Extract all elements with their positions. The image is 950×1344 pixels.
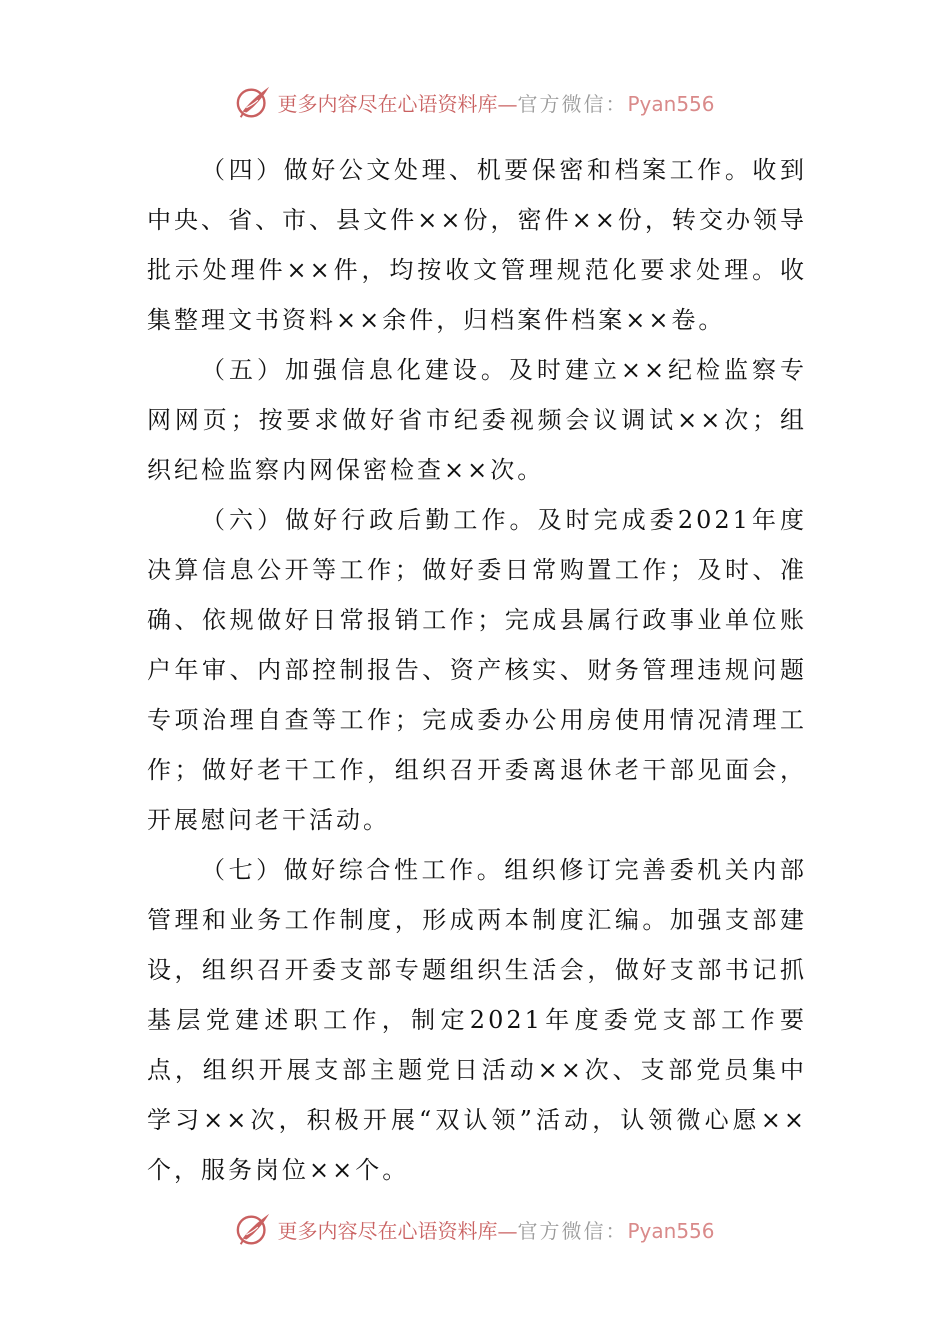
- document-body: [147, 145, 807, 1195]
- header-watermark: [0, 82, 950, 122]
- paragraph-4: （四）做好公文处理、机要保密和档案工作。收到中央、省、市、县文件××份，密件××份，转交办领导批示处理件××件，均按收文管理规范化要求处理。收集整理文书资料××余件，归档案件档案××卷。: [147, 156, 807, 334]
- watermark-official-label: 官方微信：: [517, 1218, 628, 1243]
- footer-watermark: [0, 1209, 950, 1249]
- watermark-official-label: 官方微信：: [517, 91, 628, 116]
- watermark-text: [277, 1215, 714, 1244]
- watermark-dash: —: [497, 91, 518, 116]
- watermark-wechat-id: Pyan556: [627, 91, 715, 116]
- paragraph-6: （六）做好行政后勤工作。及时完成委2021年度决算信息公开等工作；做好委日常购置工作；及时、准确、依规做好日常报销工作；完成县属行政事业单位账户年审、内部控制报告、资产核实、财务管理违规问题专项治理自查等工作；完成委办公用房使用情况清理工作；做好老干工作，组织召开委离退休老干部见面会，开展慰问老干活动。: [147, 506, 807, 834]
- paragraph-5: （五）加强信息化建设。及时建立××纪检监察专网网页；按要求做好省市纪委视频会议调试××次；组织纪检监察内网保密检查××次。: [147, 356, 807, 484]
- watermark-brand: 更多内容尽在心语资料库: [277, 91, 498, 116]
- watermark-wechat-id: Pyan556: [627, 1218, 715, 1243]
- quill-pen-logo-icon: [235, 83, 273, 121]
- watermark-dash: —: [497, 1218, 518, 1243]
- watermark-brand: 更多内容尽在心语资料库: [277, 1218, 498, 1243]
- paragraph-7: （七）做好综合性工作。组织修订完善委机关内部管理和业务工作制度，形成两本制度汇编。加强支部建设，组织召开委支部专题组织生活会，做好支部书记抓基层党建述职工作，制定2021年度委党支部工作要点，组织开展支部主题党日活动××次、支部党员集中学习××次，积极开展“双认领”活动，认领微心愿××个，服务岗位××个。: [147, 856, 807, 1184]
- quill-pen-logo-icon: [235, 1210, 273, 1248]
- watermark-text: [277, 88, 714, 117]
